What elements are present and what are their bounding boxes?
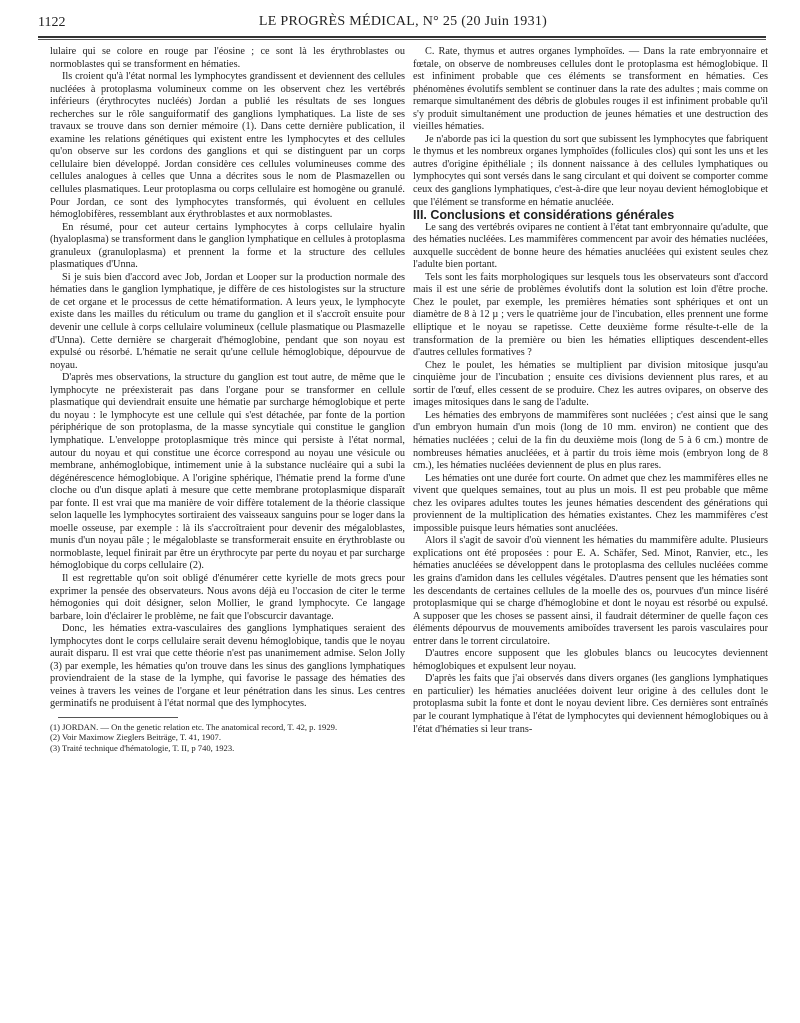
paragraph: Alors il s'agit de savoir d'où viennent les hématies du mammifère adulte. Plusieurs explications ont été proposées : pour E. A. Schäfer, Sed. Minot, Ranvier, etc., les hématies anucléées se développent dans le protoplasma des cellules nucléées comme les grains d'amidon dans les cellules végétales. D'autres pensent que les hématies sont les descendants de certaines cellules de la moelle des os, pourvues d'un mince liséré protoplasmique qui se charge d'hémoglobine et dont le noyau est résorbé ou expulsé. A supposer que les choses se passent ainsi, il faudrait déterminer de quelle façon ces éléments dépourvus de mouvements amiboïdes traversent les parois vasculaires pour entrer dans le torrent circulatoire. bbox=[413, 535, 768, 647]
page-number: 1122 bbox=[38, 15, 66, 30]
paragraph: Tels sont les faits morphologiques sur lesquels tous les observateurs sont d'accord mais il est une série de problèmes évolutifs dont la solution est loin d'être proche. Chez le poulet, par exemple, les premières hématies sont sphériques et ont un diamètre de 8 à 12 µ ; vers le quatrième jour de l'incubation, elles prennent une forme elliptique et le noyau se rapetisse. Cette deuxième forme résulte-t-elle de la transformation de la première ou bien les hématies elliptiques descendent-elles d'autres cellules formatives ? bbox=[413, 271, 768, 359]
journal-title: LE PROGRÈS MÉDICAL, N° 25 (20 Juin 1931) bbox=[258, 14, 548, 29]
paragraph: Il est regrettable qu'on soit obligé d'énumérer cette kyrielle de mots grecs pour exprimer la pensée des observateurs. Nous avons déjà eu l'occasion de citer le terme hémogonies qui doit désigner, selon Mollier, le grand lymphocyte. Ce langage barbare, loin d'éclairer le problème, ne fait que l'obscurcir davantage. bbox=[50, 572, 405, 622]
header-rule-thin bbox=[38, 39, 766, 40]
right-column bbox=[413, 46, 768, 736]
paragraph: Le sang des vertébrés ovipares ne contient à l'état tant embryonnaire qu'adulte, que des hématies nucléées. Les mammifères commencent par avoir des hématies nucléées, auxquelle succèdent de bonne heure des hématies anucléées qui existent seules chez l'adulte bien portant. bbox=[413, 221, 768, 271]
paragraph: Les hématies des embryons de mammifères sont nucléées ; c'est ainsi que le sang d'un embryon humain d'un mois (long de 10 mm. environ) ne contient que des hématies nucléées ; celui de la fin du deuxième mois (long de 5 à 6 cm.) montre de nombreuses hématies anucléées, et à partir du trois ième mois (embryon long de 8 cm.), les hématies nucléées deviennent de plus en plus rares. bbox=[413, 409, 768, 472]
paragraph: Si je suis bien d'accord avec Job, Jordan et Looper sur la production normale des hématies dans le ganglion lymphatique, je diffère de ces histologistes sur la structure de cet organe et le processus de cette hématiformation. A leurs yeux, le lymphocyte existe dans les mailles du réticulum ou trame du ganglion et il s'accroît ensuite pour devenir une cellule à corps cellulaire volumineux (cellule plasmatique ou Plasmazelle d'Unna). Cette dernière se chargerait d'hémoglobine, pendant que son noyau est expulsé ou résorbé. L'hématie ne serait qu'une cellule hémoglobique, dépourvue de noyau. bbox=[50, 271, 405, 371]
paragraph: D'après les faits que j'ai observés dans divers organes (les ganglions lymphatiques en particulier) les hématies anucléées doivent leur origine à des cellules dont le protoplasma subit la fonte et dont le noyau devient libre. Ces dernières sont entraînés par le courant lymphatique à l'état de lymphocytes qui deviennent hémoglobiques ou à l'état d'hématies si leur trans- bbox=[413, 673, 768, 735]
paragraph: Les hématies ont une durée fort courte. On admet que chez les mammifères elles ne vivent que quelques semaines, tout au plus un mois. Il est peu probable que même chez les ovipares adultes toutes les jeunes hématies descendent des générations qui proviennent de la multiplication des hématies existantes. Chez les mammifères c'est impossible puisque leurs hématies sont anucléées. bbox=[413, 472, 768, 534]
paragraph: Ils croient qu'à l'état normal les lymphocytes grandissent et deviennent des cellules nucléées à protoplasma volumineux comme on les observent chez les vertébrés inférieurs (érythrocytes nucléés) Jordan a publié les résultats de ses longues recherches sur le rôle sanguiformatif des ganglions lymphatiques. La liste de ses travaux se trouve dans son dernier mémoire (1). Dans cette dernière publication, il examine les relations génétiques qui existent entre les lymphocytes et des cellules qu'on observe sur les cordons des ganglions et qui se distinguent par un corps cellulaire bien développé. Jordan considère ces cellules volumineuses comme des cellules analogues à celles que Unna a décrites sous le nom de Plasmazellen ou cellules plasmatiques. Leur protoplasma ou corps cellulaire est homogène ou granulé. Pour Jordan, ce sont des lymphocytes transformés, qui évoluent en cellules hémoglobifères, ressemblant aux érythroblastes et aux normoblastes. bbox=[50, 71, 405, 221]
footnote-rule bbox=[58, 717, 178, 718]
paragraph: D'après mes observations, la structure du ganglion est tout autre, de même que le lymphocyte ne préexisterait pas dans l'organe pour se transformer en cellule plasmatique qui deviendrait ensuite une hématie par surcharge hémoglobique et perte du noyau : le lymphocyte est une cellule qui s'est détachée, par fonte de la portion périphérique de son protoplasma, de la masse syncytiale qui constitue le ganglion lymphatique. L'enveloppe protoplasmique très mince qui persiste à l'état normal, autour du noyau et qui constitue une écorce correspond au noyau une vésicule ou membrane, anhémoglobique, intimement unie à la substance nucléaire qui a subi la dégénérescence hémoglobique. A l'origine sphérique, l'hématie prend la forme d'une cloche ou d'un disque aplati à mesure que cette membrane protoplasmique disparaît par fonte. Il est vrai que ma manière de voir diffère totalement de la théorie classique selon laquelle les lymphocytes sortiraient des vaisseaux sanguins pour se loger dans la moelle osseuse, par exemple : là ils s'accroîtraient pour devenir des mégaloblastes, munis d'un noyau pâle ; le mégaloblaste se transformerait ensuite en érythroblaste ou normoblaste, lequel finirait par être un érythrocyte par perte du noyau et par surcharge hémoglobique du corps cellulaire (2). bbox=[50, 372, 405, 572]
paragraph: Chez le poulet, les hématies se multiplient par division mitosique jusqu'au cinquième jour de l'incubation ; ensuite ces divisions deviennent plus rares, et au sortir de l'œuf, elles cessent de se produire. Chez les autres ovipares, on observe des images mitosiques dans le sang de l'adulte. bbox=[413, 359, 768, 409]
paragraph: Donc, les hématies extra-vasculaires des ganglions lymphatiques seraient des lymphocytes dont le corps cellulaire serait devenu hémoglobique, tandis que le noyau aurait disparu. Il est vrai que cette théorie n'est pas unanimement admise. Selon Jolly (3) par exemple, les hématies qu'on trouve dans les sinus des ganglions lymphatiques proviendraient de la stase de la lymphe, qui favorise le passage des hématies des veines à travers les veines de l'organe et leur pénétration dans les sinus. Les centres germinatifs ne produisent à l'état normal que des lymphocytes. bbox=[50, 623, 405, 710]
paragraph: C. Rate, thymus et autres organes lymphoïdes. — Dans la rate embryonnaire et fœtale, on observe de nombreuses cellules dont le protoplasma est hémoglobique. Il est infiniment probable que ces éléments se transforment en hématies. Ces phénomènes évolutifs semblent se continuer dans la rate des adultes ; mais comme on remarque simultanément des débris de globules rouges il est infiniment probable qu'il s'y produit simultanément une production de jeunes hématies et une destruction des vieilles hématies. bbox=[413, 46, 768, 133]
section-heading: III. Conclusions et considérations générales bbox=[413, 208, 675, 223]
left-column bbox=[50, 46, 405, 753]
footnote: (3) Traité technique d'hématologie, T. II, p 740, 1923. bbox=[50, 742, 235, 753]
footnote: (1) JORDAN. — On the genetic relation etc. The anatomical record, T. 42, p. 1929. bbox=[50, 721, 338, 732]
paragraph: lulaire qui se colore en rouge par l'éosine ; ce sont là les érythroblastes ou normoblastes qui se transforment en hématies. bbox=[50, 46, 405, 70]
header-rule bbox=[38, 36, 766, 38]
paragraph: Je n'aborde pas ici la question du sort que subissent les lymphocytes que fabriquent le thymus et les nombreux organes lymphoïdes (follicules clos) qui sont les uns et les autres d'origine épithéliale ; ils donnent naissance à des cellules lymphatiques ou lymphocytes qui sont versés dans le sang circulant et qui doivent se comporter comme ceux des ganglions lymphatiques, c'est-à-dire que leur noyau devient hémoglobique et que l'élément se transforme en hématie anucléée. bbox=[413, 133, 768, 208]
page-header bbox=[38, 14, 768, 36]
footnote: (2) Voir Maximow Zieglers Beiträge, T. 41, 1907. bbox=[50, 732, 221, 743]
paragraph: D'autres encore supposent que les globules blancs ou leucocytes deviennent hémoglobiques et expulsent leur noyau. bbox=[413, 648, 768, 672]
paragraph: En résumé, pour cet auteur certains lymphocytes à corps cellulaire hyalin (hyaloplasma) se transforment dans le ganglion lymphatique en cellules à protoplasma granuleux (granuloplasma) et prennent la forme et la structure des cellules plasmatiques d'Unna. bbox=[50, 221, 405, 271]
